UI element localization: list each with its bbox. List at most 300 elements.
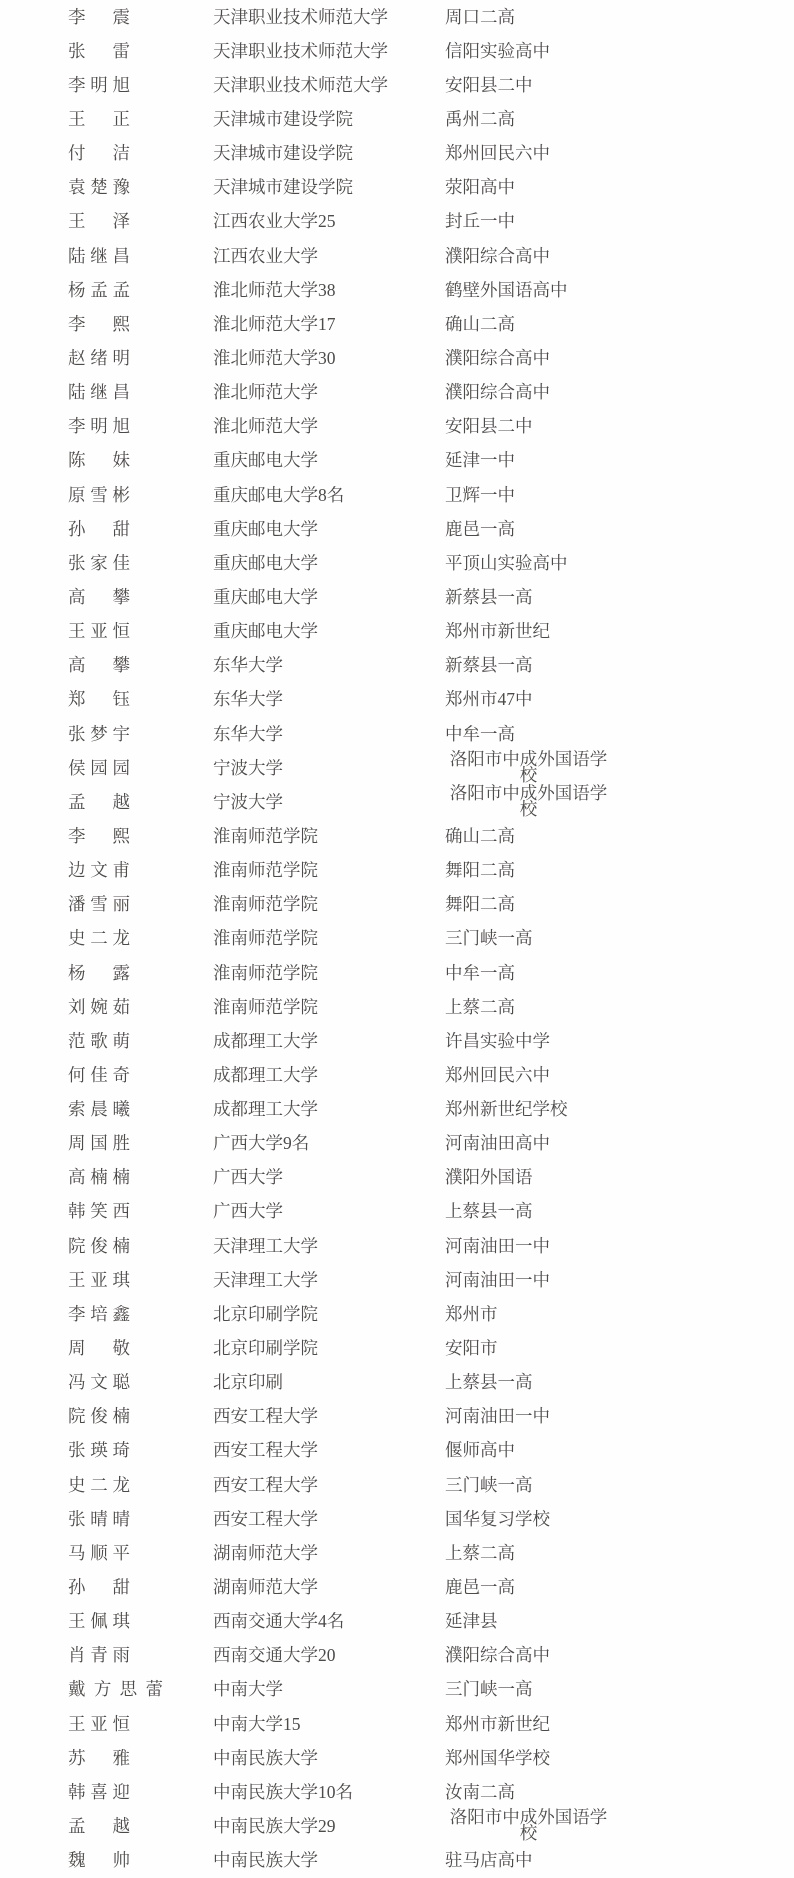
university-name: 天津职业技术师范大学 bbox=[213, 6, 388, 27]
student-name: 高攀 bbox=[68, 586, 130, 607]
school-column-cell bbox=[445, 1304, 794, 1325]
university-name: 淮北师范大学38 bbox=[213, 279, 336, 300]
university-name: 广西大学9名 bbox=[213, 1133, 310, 1154]
university-column-cell bbox=[213, 485, 445, 506]
university-column-cell bbox=[213, 1304, 445, 1325]
university-column-cell bbox=[213, 1133, 445, 1154]
school-column-cell bbox=[445, 621, 794, 642]
university-name: 中南民族大学 bbox=[213, 1850, 318, 1871]
school-column-cell bbox=[445, 1748, 794, 1769]
school-column-cell bbox=[445, 1133, 794, 1154]
student-name: 潘雪丽 bbox=[68, 894, 130, 915]
university-column-cell bbox=[213, 963, 445, 984]
school-name: 上蔡二高 bbox=[445, 996, 515, 1017]
school-name: 驻马店高中 bbox=[445, 1850, 533, 1871]
university-column-cell bbox=[213, 655, 445, 676]
university-column-cell bbox=[213, 553, 445, 574]
university-column-cell bbox=[213, 997, 445, 1018]
student-name: 冯文聪 bbox=[68, 1372, 130, 1393]
school-column-cell bbox=[445, 1475, 794, 1496]
table-row bbox=[0, 956, 794, 990]
school-name: 三门峡一高 bbox=[445, 1474, 533, 1495]
student-name: 张家佳 bbox=[68, 552, 130, 573]
school-column-cell bbox=[445, 1099, 794, 1120]
university-name: 成都理工大学 bbox=[213, 1064, 318, 1085]
table-row bbox=[0, 171, 794, 205]
school-column-cell bbox=[445, 246, 794, 267]
table-row bbox=[0, 1263, 794, 1297]
school-name: 延津县 bbox=[445, 1611, 498, 1632]
student-name: 李培鑫 bbox=[68, 1303, 130, 1324]
school-name: 封丘一中 bbox=[445, 211, 515, 232]
university-column-cell bbox=[213, 1577, 445, 1598]
school-column-cell bbox=[445, 1167, 794, 1188]
school-column-cell bbox=[445, 143, 794, 164]
student-name: 李熙 bbox=[68, 313, 130, 334]
university-column-cell bbox=[213, 1031, 445, 1052]
university-name: 宁波大学 bbox=[213, 792, 283, 813]
school-column-cell bbox=[445, 382, 794, 403]
student-name: 李熙 bbox=[68, 825, 130, 846]
student-name: 赵绪明 bbox=[68, 347, 130, 368]
name-column-cell bbox=[0, 519, 213, 540]
student-name: 史二龙 bbox=[68, 1474, 130, 1495]
university-column-cell bbox=[213, 1714, 445, 1735]
student-name: 索晨曦 bbox=[68, 1099, 130, 1120]
university-column-cell bbox=[213, 587, 445, 608]
table-row bbox=[0, 1297, 794, 1331]
name-column-cell bbox=[0, 553, 213, 574]
school-name: 郑州市新世纪 bbox=[445, 1713, 550, 1734]
school-name: 濮阳综合高中 bbox=[445, 245, 550, 266]
school-name: 洛阳市中成外国语学校 bbox=[449, 1807, 608, 1844]
table-row bbox=[0, 546, 794, 580]
school-column-cell bbox=[445, 928, 794, 949]
university-column-cell bbox=[213, 1167, 445, 1188]
university-name: 江西农业大学25 bbox=[213, 211, 336, 232]
name-column-cell bbox=[0, 1850, 213, 1871]
student-name: 高楠楠 bbox=[68, 1167, 130, 1188]
university-column-cell bbox=[213, 1372, 445, 1393]
university-column-cell bbox=[213, 1509, 445, 1530]
name-column-cell bbox=[0, 724, 213, 745]
university-column-cell bbox=[213, 1201, 445, 1222]
university-column-cell bbox=[213, 75, 445, 96]
school-name: 洛阳市中成外国语学校 bbox=[449, 749, 608, 786]
student-name: 王正 bbox=[68, 108, 130, 129]
university-column-cell bbox=[213, 724, 445, 745]
table-row bbox=[0, 478, 794, 512]
university-name: 中南大学 bbox=[213, 1679, 283, 1700]
university-name: 东华大学 bbox=[213, 655, 283, 676]
student-name: 王泽 bbox=[68, 211, 130, 232]
table-row bbox=[0, 1331, 794, 1365]
school-name: 信阳实验高中 bbox=[445, 40, 550, 61]
name-column-cell bbox=[0, 1065, 213, 1086]
school-column-cell bbox=[445, 1714, 794, 1735]
university-column-cell bbox=[213, 382, 445, 403]
university-name: 北京印刷学院 bbox=[213, 1338, 318, 1359]
school-column-cell bbox=[445, 1543, 794, 1564]
university-name: 淮南师范学院 bbox=[213, 860, 318, 881]
university-name: 重庆邮电大学 bbox=[213, 621, 318, 642]
table-row bbox=[0, 819, 794, 853]
table-row bbox=[0, 1229, 794, 1263]
university-column-cell bbox=[213, 519, 445, 540]
name-column-cell bbox=[0, 348, 213, 369]
school-name: 上蔡县一高 bbox=[445, 1201, 533, 1222]
table-row bbox=[0, 1605, 794, 1639]
university-column-cell bbox=[213, 246, 445, 267]
school-column-cell bbox=[445, 997, 794, 1018]
university-name: 天津理工大学 bbox=[213, 1235, 318, 1256]
student-name: 肖青雨 bbox=[68, 1645, 130, 1666]
table-row bbox=[0, 1366, 794, 1400]
name-column-cell bbox=[0, 1475, 213, 1496]
school-column-cell bbox=[445, 41, 794, 62]
name-column-cell bbox=[0, 41, 213, 62]
student-name: 张晴晴 bbox=[68, 1508, 130, 1529]
university-column-cell bbox=[213, 143, 445, 164]
table-row bbox=[0, 1161, 794, 1195]
student-name: 付洁 bbox=[68, 143, 130, 164]
university-column-cell bbox=[213, 177, 445, 198]
table-row bbox=[0, 307, 794, 341]
name-column-cell bbox=[0, 1782, 213, 1803]
student-name: 原雪彬 bbox=[68, 484, 130, 505]
name-column-cell bbox=[0, 450, 213, 471]
table-row bbox=[0, 751, 794, 785]
name-column-cell bbox=[0, 416, 213, 437]
school-column-cell bbox=[445, 1679, 794, 1700]
school-name: 新蔡县一高 bbox=[445, 655, 533, 676]
school-name: 舞阳二高 bbox=[445, 860, 515, 881]
name-column-cell bbox=[0, 7, 213, 28]
school-column-cell bbox=[445, 751, 794, 786]
school-name: 周口二高 bbox=[445, 6, 515, 27]
university-name: 江西农业大学 bbox=[213, 245, 318, 266]
school-column-cell bbox=[445, 1577, 794, 1598]
name-column-cell bbox=[0, 1509, 213, 1530]
university-name: 淮南师范学院 bbox=[213, 894, 318, 915]
university-column-cell bbox=[213, 689, 445, 710]
university-name: 东华大学 bbox=[213, 723, 283, 744]
student-name: 陆继昌 bbox=[68, 382, 130, 403]
table-row bbox=[0, 1536, 794, 1570]
university-name: 淮南师范学院 bbox=[213, 962, 318, 983]
university-column-cell bbox=[213, 1338, 445, 1359]
school-name: 上蔡县一高 bbox=[445, 1372, 533, 1393]
school-column-cell bbox=[445, 485, 794, 506]
school-column-cell bbox=[445, 689, 794, 710]
school-name: 郑州市47中 bbox=[445, 689, 533, 710]
student-name: 侯园园 bbox=[68, 758, 130, 779]
school-column-cell bbox=[445, 1201, 794, 1222]
university-column-cell bbox=[213, 894, 445, 915]
table-row bbox=[0, 1639, 794, 1673]
name-column-cell bbox=[0, 928, 213, 949]
university-name: 西安工程大学 bbox=[213, 1440, 318, 1461]
university-column-cell bbox=[213, 211, 445, 232]
name-column-cell bbox=[0, 1236, 213, 1257]
table-row bbox=[0, 1468, 794, 1502]
student-name: 王佩琪 bbox=[68, 1611, 130, 1632]
university-column-cell bbox=[213, 1475, 445, 1496]
school-name: 鹿邑一高 bbox=[445, 1577, 515, 1598]
table-row bbox=[0, 512, 794, 546]
table-row bbox=[0, 34, 794, 68]
university-column-cell bbox=[213, 7, 445, 28]
school-name: 许昌实验中学 bbox=[445, 1030, 550, 1051]
name-column-cell bbox=[0, 792, 213, 813]
school-column-cell bbox=[445, 724, 794, 745]
school-column-cell bbox=[445, 75, 794, 96]
school-column-cell bbox=[445, 785, 794, 820]
university-column-cell bbox=[213, 41, 445, 62]
university-name: 重庆邮电大学 bbox=[213, 586, 318, 607]
table-row bbox=[0, 1195, 794, 1229]
table-row bbox=[0, 1809, 794, 1843]
school-name: 三门峡一高 bbox=[445, 928, 533, 949]
school-name: 延津一中 bbox=[445, 450, 515, 471]
student-name: 范歌萌 bbox=[68, 1030, 130, 1051]
university-name: 重庆邮电大学8名 bbox=[213, 484, 345, 505]
name-column-cell bbox=[0, 1304, 213, 1325]
name-column-cell bbox=[0, 1133, 213, 1154]
name-column-cell bbox=[0, 1167, 213, 1188]
university-column-cell bbox=[213, 928, 445, 949]
name-column-cell bbox=[0, 894, 213, 915]
student-name: 魏帅 bbox=[68, 1850, 130, 1871]
table-row bbox=[0, 1434, 794, 1468]
school-column-cell bbox=[445, 519, 794, 540]
name-column-cell bbox=[0, 860, 213, 881]
table-row bbox=[0, 888, 794, 922]
university-name: 中南大学15 bbox=[213, 1713, 301, 1734]
student-name: 孙甜 bbox=[68, 518, 130, 539]
school-column-cell bbox=[445, 314, 794, 335]
table-row bbox=[0, 0, 794, 34]
school-column-cell bbox=[445, 1645, 794, 1666]
school-column-cell bbox=[445, 1850, 794, 1871]
name-column-cell bbox=[0, 826, 213, 847]
name-column-cell bbox=[0, 75, 213, 96]
table-row bbox=[0, 1570, 794, 1604]
university-name: 西南交通大学20 bbox=[213, 1645, 336, 1666]
university-name: 西安工程大学 bbox=[213, 1406, 318, 1427]
name-column-cell bbox=[0, 1099, 213, 1120]
university-name: 湖南师范大学 bbox=[213, 1577, 318, 1598]
university-name: 北京印刷 bbox=[213, 1372, 283, 1393]
university-column-cell bbox=[213, 1679, 445, 1700]
table-row bbox=[0, 1024, 794, 1058]
table-row bbox=[0, 1400, 794, 1434]
university-name: 西安工程大学 bbox=[213, 1474, 318, 1495]
student-name: 周国胜 bbox=[68, 1133, 130, 1154]
name-column-cell bbox=[0, 1611, 213, 1632]
school-column-cell bbox=[445, 177, 794, 198]
university-name: 天津职业技术师范大学 bbox=[213, 74, 388, 95]
name-column-cell bbox=[0, 143, 213, 164]
university-column-cell bbox=[213, 826, 445, 847]
student-name: 院俊楠 bbox=[68, 1406, 130, 1427]
table-row bbox=[0, 615, 794, 649]
university-column-cell bbox=[213, 1850, 445, 1871]
school-name: 郑州新世纪学校 bbox=[445, 1099, 568, 1120]
table-row bbox=[0, 1741, 794, 1775]
table-row bbox=[0, 1775, 794, 1809]
school-column-cell bbox=[445, 1440, 794, 1461]
school-column-cell bbox=[445, 1065, 794, 1086]
school-name: 濮阳综合高中 bbox=[445, 1645, 550, 1666]
table-row bbox=[0, 273, 794, 307]
university-name: 西南交通大学4名 bbox=[213, 1611, 345, 1632]
school-name: 中牟一高 bbox=[445, 962, 515, 983]
university-column-cell bbox=[213, 792, 445, 813]
university-name: 淮南师范学院 bbox=[213, 825, 318, 846]
school-name: 河南油田一中 bbox=[445, 1406, 550, 1427]
name-column-cell bbox=[0, 1440, 213, 1461]
university-column-cell bbox=[213, 1065, 445, 1086]
name-column-cell bbox=[0, 689, 213, 710]
student-name: 李明旭 bbox=[68, 416, 130, 437]
university-name: 北京印刷学院 bbox=[213, 1303, 318, 1324]
name-column-cell bbox=[0, 587, 213, 608]
school-column-cell bbox=[445, 348, 794, 369]
university-name: 淮北师范大学30 bbox=[213, 347, 336, 368]
table-row bbox=[0, 239, 794, 273]
table-row bbox=[0, 102, 794, 136]
university-name: 重庆邮电大学 bbox=[213, 450, 318, 471]
table-row bbox=[0, 1058, 794, 1092]
school-column-cell bbox=[445, 7, 794, 28]
school-column-cell bbox=[445, 1509, 794, 1530]
school-column-cell bbox=[445, 280, 794, 301]
school-column-cell bbox=[445, 1338, 794, 1359]
school-name: 郑州市新世纪 bbox=[445, 621, 550, 642]
school-column-cell bbox=[445, 1406, 794, 1427]
university-column-cell bbox=[213, 450, 445, 471]
university-name: 西安工程大学 bbox=[213, 1508, 318, 1529]
university-name: 淮北师范大学 bbox=[213, 416, 318, 437]
school-name: 确山二高 bbox=[445, 313, 515, 334]
school-name: 鹤壁外国语高中 bbox=[445, 279, 568, 300]
school-column-cell bbox=[445, 450, 794, 471]
university-column-cell bbox=[213, 758, 445, 779]
university-name: 天津城市建设学院 bbox=[213, 177, 353, 198]
university-name: 淮北师范大学 bbox=[213, 382, 318, 403]
university-name: 重庆邮电大学 bbox=[213, 518, 318, 539]
name-column-cell bbox=[0, 246, 213, 267]
name-column-cell bbox=[0, 109, 213, 130]
student-name: 杨孟孟 bbox=[68, 279, 130, 300]
school-name: 确山二高 bbox=[445, 825, 515, 846]
name-column-cell bbox=[0, 1543, 213, 1564]
student-name: 高攀 bbox=[68, 655, 130, 676]
school-name: 平顶山实验高中 bbox=[445, 552, 568, 573]
school-column-cell bbox=[445, 1611, 794, 1632]
name-column-cell bbox=[0, 1577, 213, 1598]
university-name: 天津职业技术师范大学 bbox=[213, 40, 388, 61]
student-name: 边文甫 bbox=[68, 860, 130, 881]
name-column-cell bbox=[0, 1816, 213, 1837]
university-column-cell bbox=[213, 1748, 445, 1769]
student-name: 韩笑西 bbox=[68, 1201, 130, 1222]
name-column-cell bbox=[0, 1372, 213, 1393]
name-column-cell bbox=[0, 997, 213, 1018]
university-column-cell bbox=[213, 280, 445, 301]
student-name: 史二龙 bbox=[68, 928, 130, 949]
university-column-cell bbox=[213, 1406, 445, 1427]
table-row bbox=[0, 444, 794, 478]
university-name: 东华大学 bbox=[213, 689, 283, 710]
student-name: 何佳奇 bbox=[68, 1064, 130, 1085]
school-column-cell bbox=[445, 826, 794, 847]
university-name: 成都理工大学 bbox=[213, 1099, 318, 1120]
table-row bbox=[0, 68, 794, 102]
university-column-cell bbox=[213, 1236, 445, 1257]
student-name: 王亚琪 bbox=[68, 1269, 130, 1290]
school-name: 中牟一高 bbox=[445, 723, 515, 744]
student-name: 苏雅 bbox=[68, 1747, 130, 1768]
university-column-cell bbox=[213, 314, 445, 335]
name-column-cell bbox=[0, 314, 213, 335]
student-name: 孙甜 bbox=[68, 1577, 130, 1598]
school-name: 郑州回民六中 bbox=[445, 143, 550, 164]
university-name: 中南民族大学10名 bbox=[213, 1781, 353, 1802]
table-row bbox=[0, 341, 794, 375]
school-column-cell bbox=[445, 894, 794, 915]
school-column-cell bbox=[445, 416, 794, 437]
table-row bbox=[0, 137, 794, 171]
table-row bbox=[0, 683, 794, 717]
name-column-cell bbox=[0, 211, 213, 232]
student-name: 李震 bbox=[68, 6, 130, 27]
school-column-cell bbox=[445, 587, 794, 608]
school-column-cell bbox=[445, 1031, 794, 1052]
school-name: 郑州回民六中 bbox=[445, 1064, 550, 1085]
school-name: 安阳县二中 bbox=[445, 74, 533, 95]
table-row bbox=[0, 854, 794, 888]
school-name: 安阳市 bbox=[445, 1338, 498, 1359]
university-name: 湖南师范大学 bbox=[213, 1542, 318, 1563]
school-name: 濮阳综合高中 bbox=[445, 382, 550, 403]
school-name: 舞阳二高 bbox=[445, 894, 515, 915]
name-column-cell bbox=[0, 1270, 213, 1291]
university-column-cell bbox=[213, 1782, 445, 1803]
university-column-cell bbox=[213, 109, 445, 130]
school-name: 郑州市 bbox=[445, 1303, 498, 1324]
school-column-cell bbox=[445, 1809, 794, 1844]
school-name: 新蔡县一高 bbox=[445, 586, 533, 607]
school-column-cell bbox=[445, 211, 794, 232]
student-name: 院俊楠 bbox=[68, 1235, 130, 1256]
name-column-cell bbox=[0, 1679, 213, 1700]
university-name: 天津城市建设学院 bbox=[213, 143, 353, 164]
university-column-cell bbox=[213, 1816, 445, 1837]
name-column-cell bbox=[0, 1714, 213, 1735]
table-row bbox=[0, 1707, 794, 1741]
name-column-cell bbox=[0, 621, 213, 642]
school-column-cell bbox=[445, 655, 794, 676]
table-row bbox=[0, 1093, 794, 1127]
school-name: 荥阳高中 bbox=[445, 177, 515, 198]
university-name: 淮南师范学院 bbox=[213, 996, 318, 1017]
university-column-cell bbox=[213, 621, 445, 642]
university-name: 重庆邮电大学 bbox=[213, 552, 318, 573]
university-name: 天津城市建设学院 bbox=[213, 108, 353, 129]
table-row bbox=[0, 205, 794, 239]
